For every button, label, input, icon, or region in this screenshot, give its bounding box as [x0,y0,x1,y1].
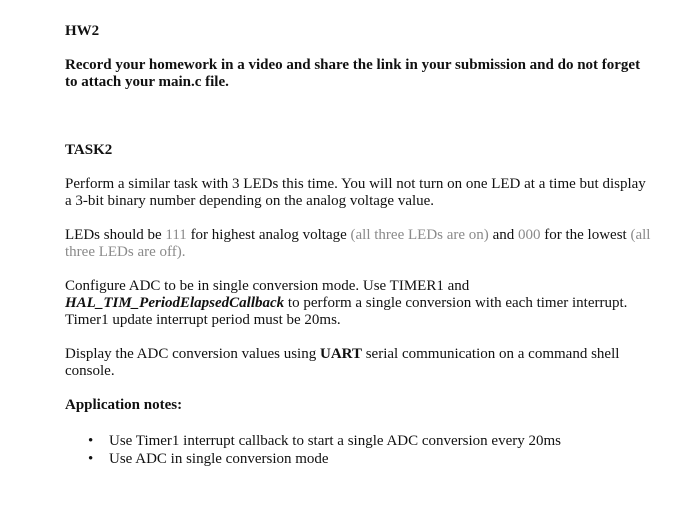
text: LEDs should be [65,227,166,243]
text: and [488,227,518,243]
value-000: 000 [517,227,541,243]
text: Configure ADC to be in single conversion mode. Use TIMER1 and [65,278,470,294]
note-on: (all three LEDs are on) [350,227,489,243]
value-111: 111 [165,227,187,243]
intro-instructions: Record your homework in a video and share the link in your submission and do not forget to attach your main.c file. [65,57,641,90]
text: serial communication on a command shell console. [65,346,620,379]
callback-name: HAL_TIM_PeriodElapsedCallback [65,295,285,311]
led-states-paragraph [65,227,655,261]
task-heading: TASK2 [65,142,113,158]
uart-paragraph [65,346,655,380]
text: for the lowest [540,227,631,243]
notes-heading: Application notes: [65,397,183,413]
adc-config-paragraph [65,278,655,329]
list-item: • Use ADC in single conversion mode [88,450,561,468]
text: to perform a single conversion with each timer interrupt. Timer1 update interrupt period must be 20ms. [65,295,628,328]
task-description: Perform a similar task with 3 LEDs this time. You will not turn on one LED at a time but display a 3-bit binary number depending on the analog voltage value. [65,176,646,209]
list-item: • Use Timer1 interrupt callback to start a single ADC conversion every 20ms [88,432,561,450]
document-title: HW2 [65,23,100,39]
notes-list [88,432,561,468]
text: Display the ADC conversion values using [65,346,320,362]
uart-term: UART [319,346,362,362]
text: . [181,244,186,260]
text: for highest analog voltage [186,227,351,243]
note-off: (all three LEDs are off) [65,227,651,260]
